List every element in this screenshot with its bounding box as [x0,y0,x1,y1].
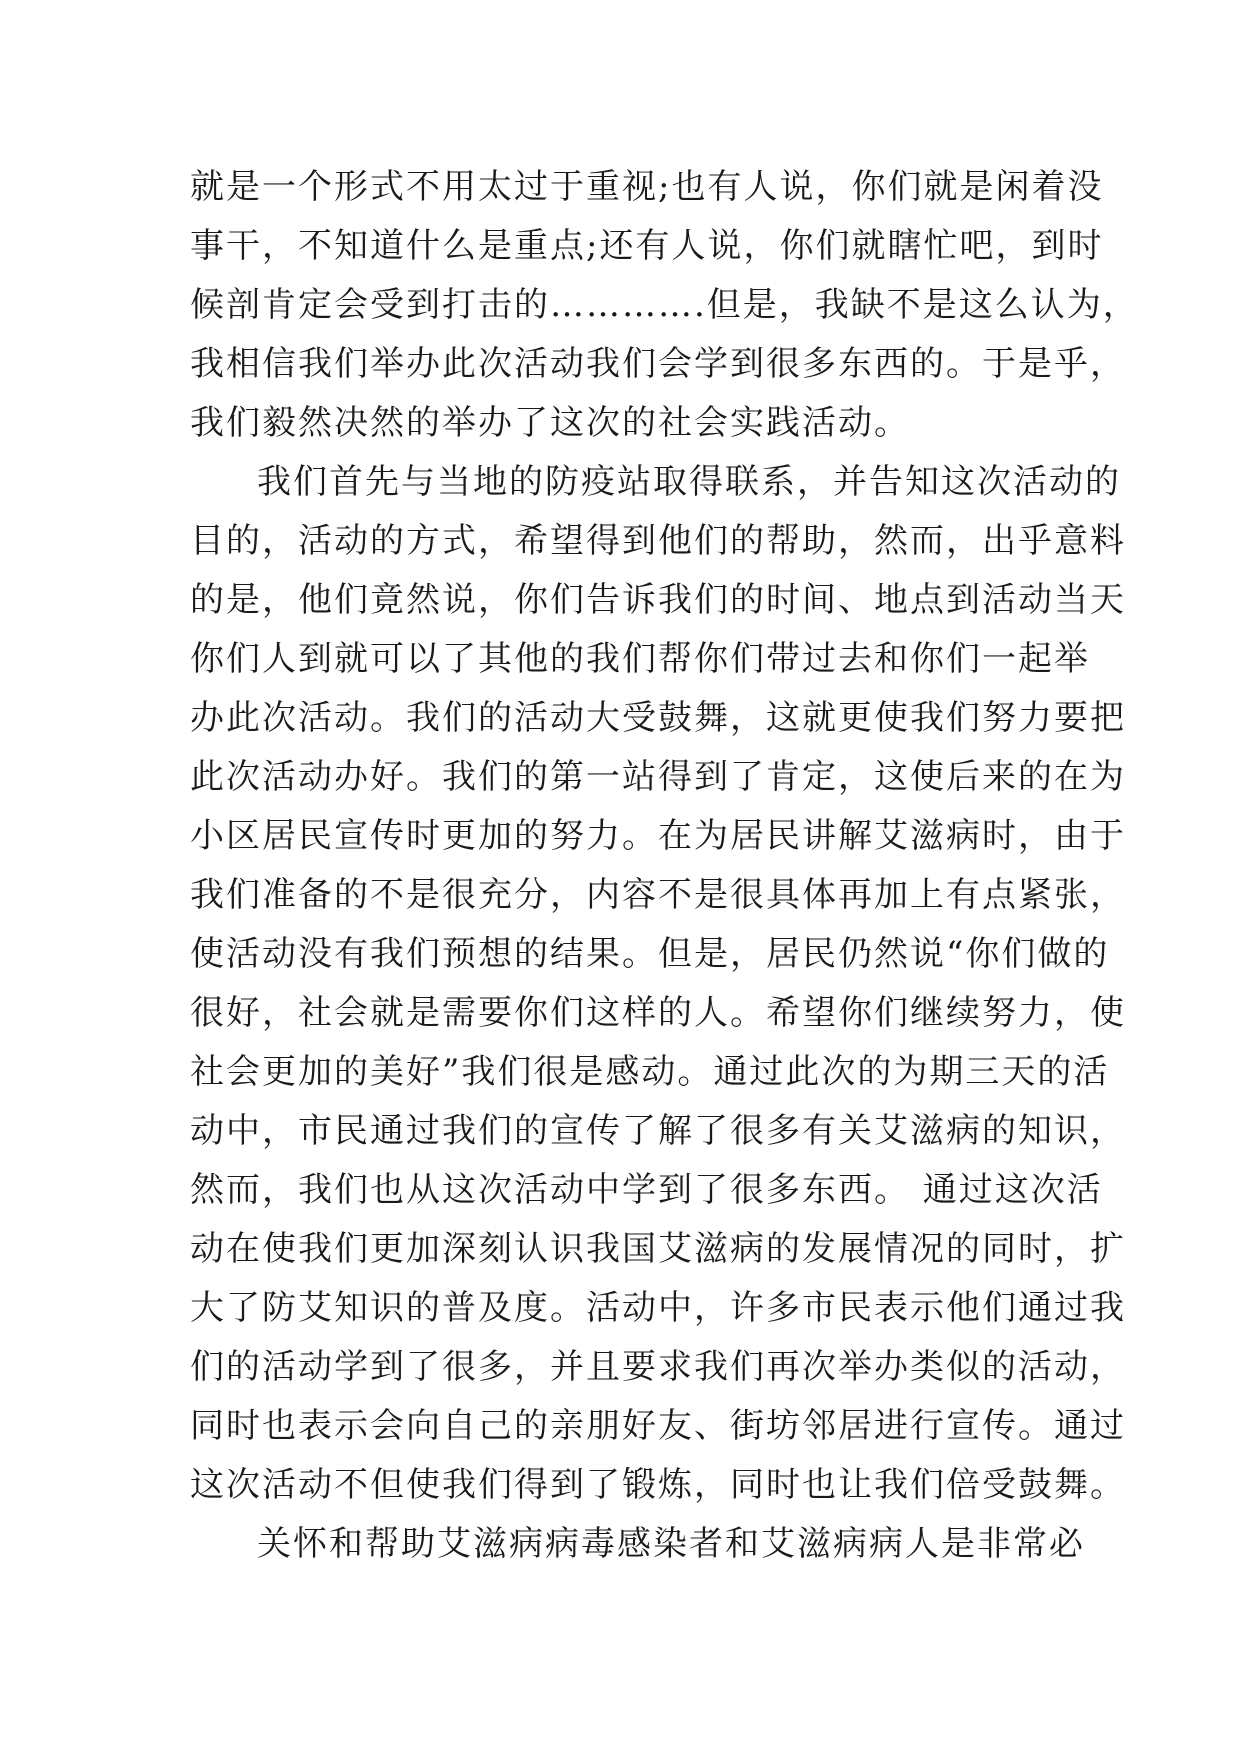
text-line: 这次活动不但使我们得到了锻炼，同时也让我们倍受鼓舞。 [190,1465,1126,1505]
text-line: 事干，不知道什么是重点;还有人说，你们就瞎忙吧，到时 [190,226,1104,266]
text-line: 的是，他们竟然说，你们告诉我们的时间、地点到活动当天 [190,580,1126,620]
text-line: 动在使我们更加深刻认识我国艾滋病的发展情况的同时，扩 [190,1229,1126,1269]
text-line: 大了防艾知识的普及度。活动中，许多市民表示他们通过我 [190,1288,1126,1328]
text-line: 你们人到就可以了其他的我们帮你们带过去和你们一起举 [190,639,1090,679]
text-line: 小区居民宣传时更加的努力。在为居民讲解艾滋病时，由于 [190,816,1126,856]
text-line: 此次活动办好。我们的第一站得到了肯定，这使后来的在为 [190,757,1126,797]
body-text [190,158,1139,1574]
paragraph-first-line: 关怀和帮助艾滋病病毒感染者和艾滋病病人是非常必 [257,1524,1085,1564]
text-line: 同时也表示会向自己的亲朋好友、街坊邻居进行宣传。通过 [190,1406,1126,1446]
text-line: 然而，我们也从这次活动中学到了很多东西。 通过这次活 [190,1170,1103,1210]
text-line: 我相信我们举办此次活动我们会学到很多东西的。于是乎， [190,344,1126,384]
text-line: 社会更加的美好”我们很是感动。通过此次的为期三天的活 [190,1052,1110,1092]
text-line: 很好，社会就是需要你们这样的人。希望你们继续努力，使 [190,993,1126,1033]
text-line: 目的，活动的方式，希望得到他们的帮助，然而，出乎意料 [190,521,1126,561]
text-line: 我们毅然决然的举办了这次的社会实践活动。 [190,403,910,443]
text-line: 就是一个形式不用太过于重视;也有人说，你们就是闲着没 [190,167,1104,207]
text-line: 候剖肯定会受到打击的………….但是，我缺不是这么认为， [190,285,1139,325]
text-line: 我们准备的不是很充分，内容不是很具体再加上有点紧张， [190,875,1126,915]
text-line: 使活动没有我们预想的结果。但是，居民仍然说“你们做的 [190,934,1110,974]
text-line: 办此次活动。我们的活动大受鼓舞，这就更使我们努力要把 [190,698,1126,738]
paragraph-first-line: 我们首先与当地的防疫站取得联系，并告知这次活动的 [257,462,1121,502]
text-line: 们的活动学到了很多，并且要求我们再次举办类似的活动， [190,1347,1126,1387]
text-line: 动中，市民通过我们的宣传了解了很多有关艾滋病的知识， [190,1111,1126,1151]
